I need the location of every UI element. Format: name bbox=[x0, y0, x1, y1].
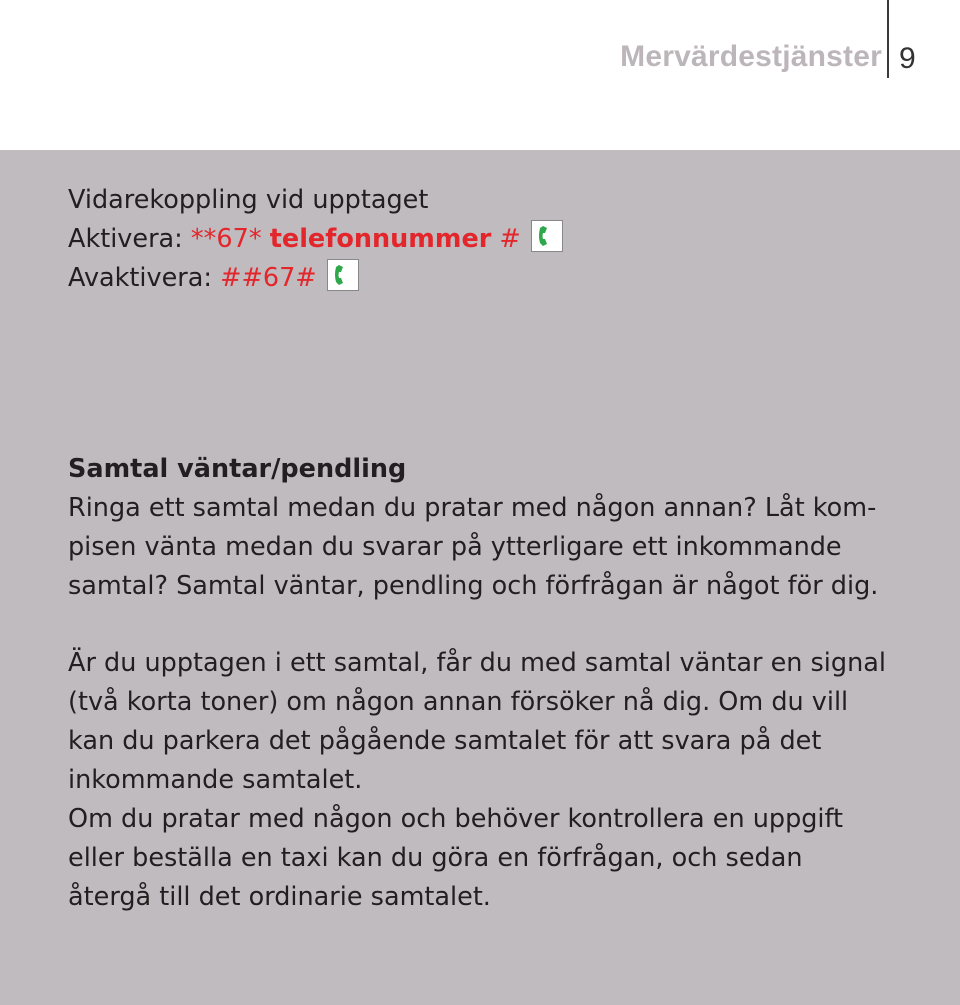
activate-param: telefonnummer bbox=[269, 224, 492, 254]
call-waiting-section bbox=[68, 450, 878, 606]
body-line: inkommande samtalet. bbox=[68, 765, 363, 795]
activate-line bbox=[68, 220, 563, 259]
call-forwarding-section bbox=[68, 181, 563, 298]
forwarding-title: Vidarekoppling vid upptaget bbox=[68, 185, 429, 215]
body-line: (två korta toner) om någon annan försöker nå dig. Om du vill bbox=[68, 687, 849, 717]
page-number: 9 bbox=[899, 42, 916, 75]
call-key-icon bbox=[327, 259, 359, 291]
activate-hash: # bbox=[499, 224, 521, 254]
intro-line: samtal? Samtal väntar, pendling och förfrågan är något för dig. bbox=[68, 571, 879, 601]
call-key-icon bbox=[531, 220, 563, 252]
deactivate-label: Avaktivera: bbox=[68, 263, 212, 293]
intro-line: pisen vänta medan du svarar på ytterligare ett inkommande bbox=[68, 532, 842, 562]
body-line: kan du parkera det pågående samtalet för att svara på det bbox=[68, 726, 822, 756]
body-line: eller beställa en taxi kan du göra en förfrågan, och sedan bbox=[68, 843, 803, 873]
intro-line: Ringa ett samtal medan du pratar med någon annan? Låt kom- bbox=[68, 493, 877, 523]
call-waiting-details bbox=[68, 644, 886, 917]
body-line: återgå till det ordinarie samtalet. bbox=[68, 882, 491, 912]
activate-code: **67* bbox=[190, 224, 262, 254]
body-line: Är du upptagen i ett samtal, får du med samtal väntar en signal bbox=[68, 648, 886, 678]
body-line: Om du pratar med någon och behöver kontrollera en uppgift bbox=[68, 804, 844, 834]
activate-label: Aktivera: bbox=[68, 224, 183, 254]
deactivate-line bbox=[68, 259, 563, 298]
header-divider bbox=[887, 0, 889, 78]
section-title: Mervärdestjänster bbox=[620, 40, 882, 73]
call-waiting-heading: Samtal väntar/pendling bbox=[68, 454, 407, 484]
deactivate-code: ##67# bbox=[220, 263, 317, 293]
